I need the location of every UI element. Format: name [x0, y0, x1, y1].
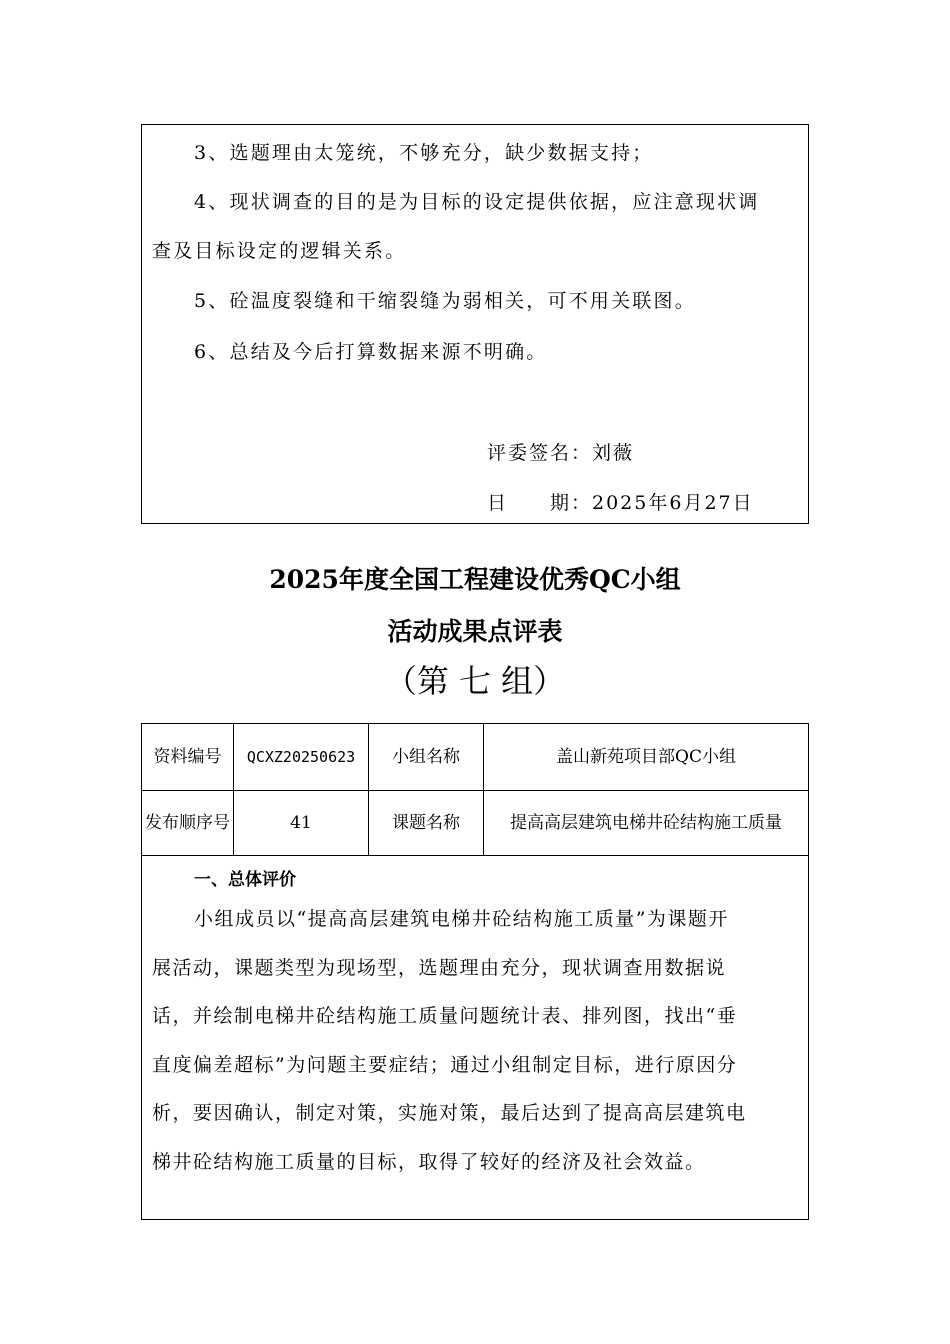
- comment-line-4: 4、现状调查的目的是为目标的设定提供依据，应注意现状调: [194, 191, 760, 213]
- comment-line-5: 5、砼温度裂缝和干缩裂缝为弱相关，可不用关联图。: [194, 290, 696, 312]
- review-comments-box: [141, 124, 809, 524]
- topic-label: 课题名称: [369, 791, 484, 856]
- comment-line-4-cont: 查及目标设定的逻辑关系。: [152, 240, 407, 262]
- evaluation-text: [152, 895, 802, 1186]
- info-table: [141, 723, 809, 856]
- page-title: 2025年度全国工程建设优秀QC小组: [269, 565, 681, 594]
- evaluation-box: [141, 855, 809, 1220]
- eval-line: 直度偏差超标”为问题主要症结；通过小组制定目标，进行原因分: [152, 1053, 738, 1076]
- doc-no-label: 资料编号: [142, 724, 234, 791]
- eval-line: 话，并绘制电梯井砼结构施工质量问题统计表、排列图，找出“垂: [152, 1005, 738, 1027]
- comment-line-3: 3、选题理由太笼统，不够充分，缺少数据支持；: [194, 142, 654, 164]
- group-name-value: 盖山新苑项目部QC小组: [484, 724, 809, 791]
- group-name-label: 小组名称: [369, 724, 484, 791]
- order-value: 41: [234, 791, 369, 856]
- eval-line: 梯井砼结构施工质量的目标，取得了较好的经济及社会效益。: [152, 1150, 706, 1173]
- eval-line: 析，要因确认，制定对策，实施对策，最后达到了提高高层建筑电: [152, 1102, 747, 1124]
- eval-line: 展活动，课题类型为现场型，选题理由充分，现状调查用数据说: [152, 956, 727, 979]
- review-date: 日 期：2025年6月27日: [487, 492, 754, 514]
- reviewer-signature: 评委签名：刘薇: [487, 442, 635, 464]
- eval-line: 小组成员以“提高高层建筑电梯井砼结构施工质量”为课题开: [194, 908, 729, 930]
- section-title: 一、总体评价: [194, 870, 296, 890]
- page-subtitle: 活动成果点评表: [387, 617, 563, 646]
- comment-line-6: 6、总结及今后打算数据来源不明确。: [194, 341, 548, 363]
- group-number: （第 七 组）: [384, 662, 566, 700]
- order-label: 发布顺序号: [142, 791, 234, 856]
- doc-no-value: QCXZ20250623: [234, 724, 369, 791]
- topic-value: 提高高层建筑电梯井砼结构施工质量: [484, 791, 809, 856]
